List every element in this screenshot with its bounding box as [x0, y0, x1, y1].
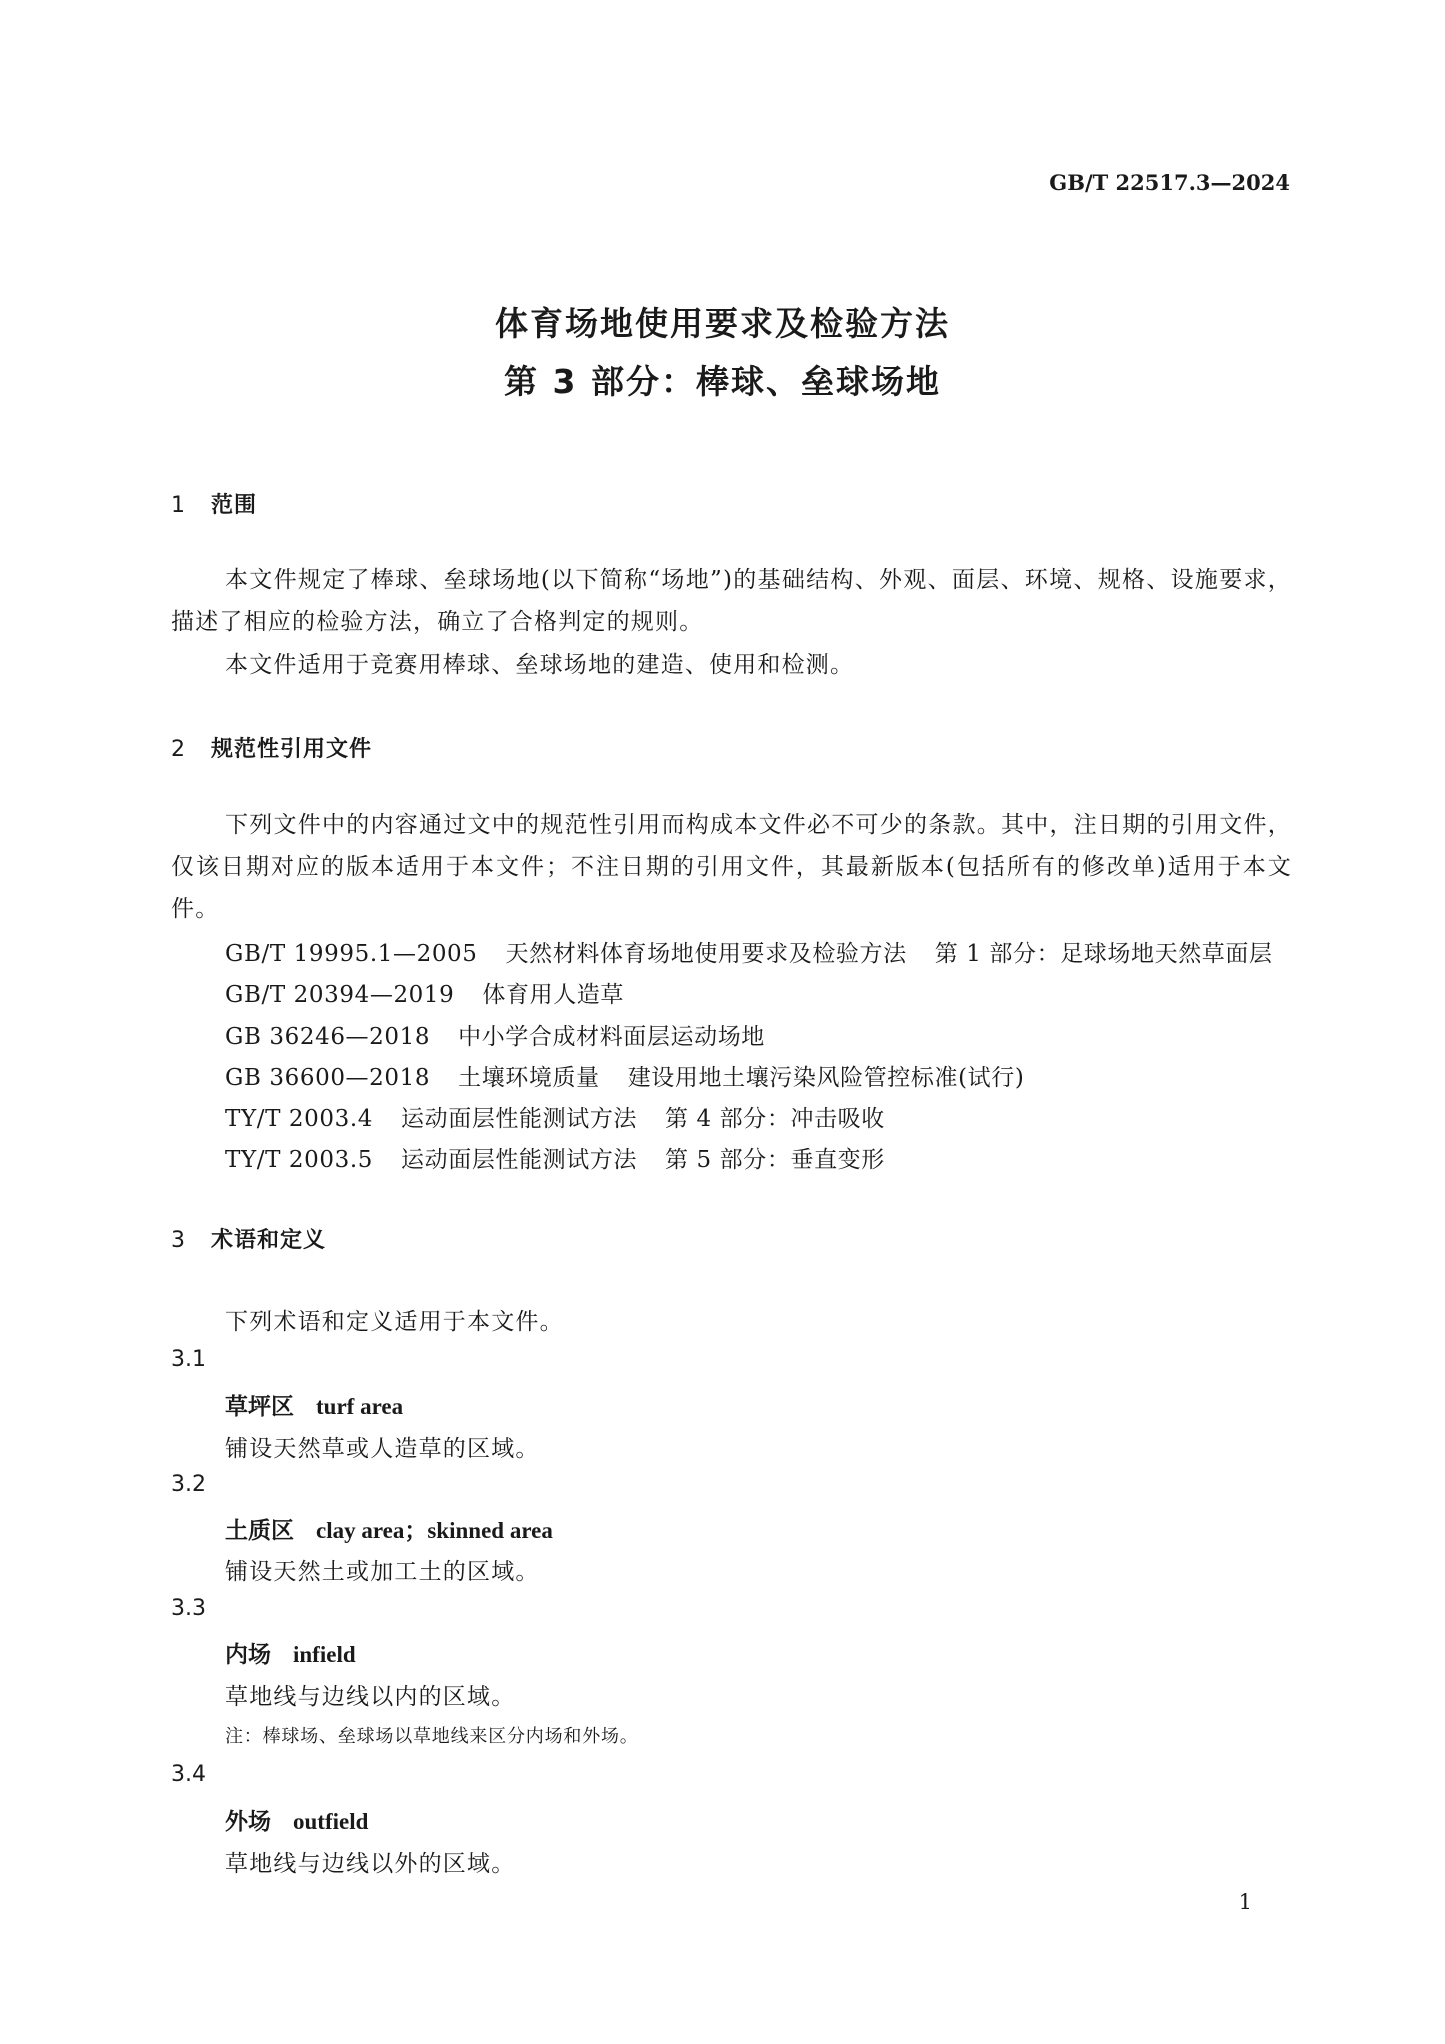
reference-item	[225, 1100, 885, 1133]
reference-code: TY/T 2003.5	[225, 1147, 374, 1173]
section-number: 1	[171, 493, 186, 518]
term-en: clay area；skinned area	[316, 1518, 553, 1543]
reference-item	[225, 1059, 1024, 1092]
reference-item	[225, 1141, 885, 1174]
term-definition: 草地线与边线以内的区域。	[225, 1684, 516, 1710]
term-definition: 草地线与边线以外的区域。	[225, 1851, 516, 1877]
term-name	[225, 1388, 403, 1421]
reference-subtitle: 第 5 部分：垂直变形	[665, 1147, 885, 1173]
standard-number: GB/T 22517.3—2024	[1049, 170, 1290, 195]
section-1-paragraph-2: 本文件适用于竞赛用棒球、垒球场地的建造、使用和检测。	[225, 652, 855, 678]
section-number: 3	[171, 1228, 186, 1253]
reference-title: 运动面层性能测试方法	[401, 1106, 638, 1132]
term-name	[225, 1512, 553, 1545]
reference-subtitle: 第 4 部分：冲击吸收	[665, 1106, 885, 1132]
section-title: 规范性引用文件	[211, 737, 373, 762]
term-zh: 土质区	[225, 1518, 294, 1544]
reference-item	[225, 935, 1273, 968]
term-number: 3.2	[171, 1472, 206, 1497]
reference-title: 中小学合成材料面层运动场地	[458, 1024, 765, 1050]
term-zh: 外场	[225, 1809, 271, 1835]
reference-subtitle: 建设用地土壤污染风险管控标准(试行)	[627, 1065, 1025, 1091]
reference-code: GB/T 20394—2019	[225, 982, 455, 1008]
section-2-heading	[171, 732, 372, 763]
document-title-line2: 第 3 部分：棒球、垒球场地	[504, 362, 941, 401]
reference-item	[225, 1018, 765, 1051]
term-en: turf area	[316, 1394, 404, 1419]
term-en: infield	[293, 1642, 356, 1667]
term-note: 注：棒球场、垒球场以草地线来区分内场和外场。	[225, 1726, 639, 1747]
section-1-paragraph-1: 本文件规定了棒球、垒球场地(以下简称“场地”)的基础结构、外观、面层、环境、规格、设施要求，描述了相应的检验方法，确立了合格判定的规则。	[171, 567, 1292, 635]
section-number: 2	[171, 737, 186, 762]
reference-code: GB 36246—2018	[225, 1024, 431, 1050]
reference-title: 土壤环境质量	[458, 1065, 600, 1091]
section-title: 范围	[211, 493, 258, 518]
section-2-paragraph-1: 下列文件中的内容通过文中的规范性引用而构成本文件必不可少的条款。其中，注日期的引用文件，仅该日期对应的版本适用于本文件；不注日期的引用文件，其最新版本(包括所有的修改单)适用于本文件。	[171, 812, 1292, 922]
document-title-line1: 体育场地使用要求及检验方法	[495, 304, 950, 343]
section-3-heading	[171, 1223, 326, 1254]
term-number: 3.3	[171, 1596, 206, 1621]
term-definition: 铺设天然草或人造草的区域。	[225, 1436, 540, 1462]
reference-subtitle: 第 1 部分：足球场地天然草面层	[934, 941, 1273, 967]
reference-code: TY/T 2003.4	[225, 1106, 374, 1132]
reference-title: 运动面层性能测试方法	[401, 1147, 638, 1173]
term-zh: 草坪区	[225, 1394, 294, 1420]
term-name	[225, 1803, 368, 1836]
term-definition: 铺设天然土或加工土的区域。	[225, 1559, 540, 1585]
term-number: 3.1	[171, 1347, 206, 1372]
section-title: 术语和定义	[211, 1228, 327, 1253]
section-1-heading	[171, 488, 257, 519]
reference-code: GB 36600—2018	[225, 1065, 431, 1091]
term-number: 3.4	[171, 1762, 206, 1787]
term-en: outfield	[293, 1809, 369, 1834]
reference-item	[225, 976, 624, 1009]
term-zh: 内场	[225, 1642, 271, 1668]
reference-title: 体育用人造草	[482, 982, 624, 1008]
term-name	[225, 1636, 356, 1669]
section-3-intro: 下列术语和定义适用于本文件。	[225, 1309, 564, 1335]
reference-code: GB/T 19995.1—2005	[225, 941, 478, 967]
page-number: 1	[1238, 1890, 1252, 1914]
reference-title: 天然材料体育场地使用要求及检验方法	[505, 941, 907, 967]
